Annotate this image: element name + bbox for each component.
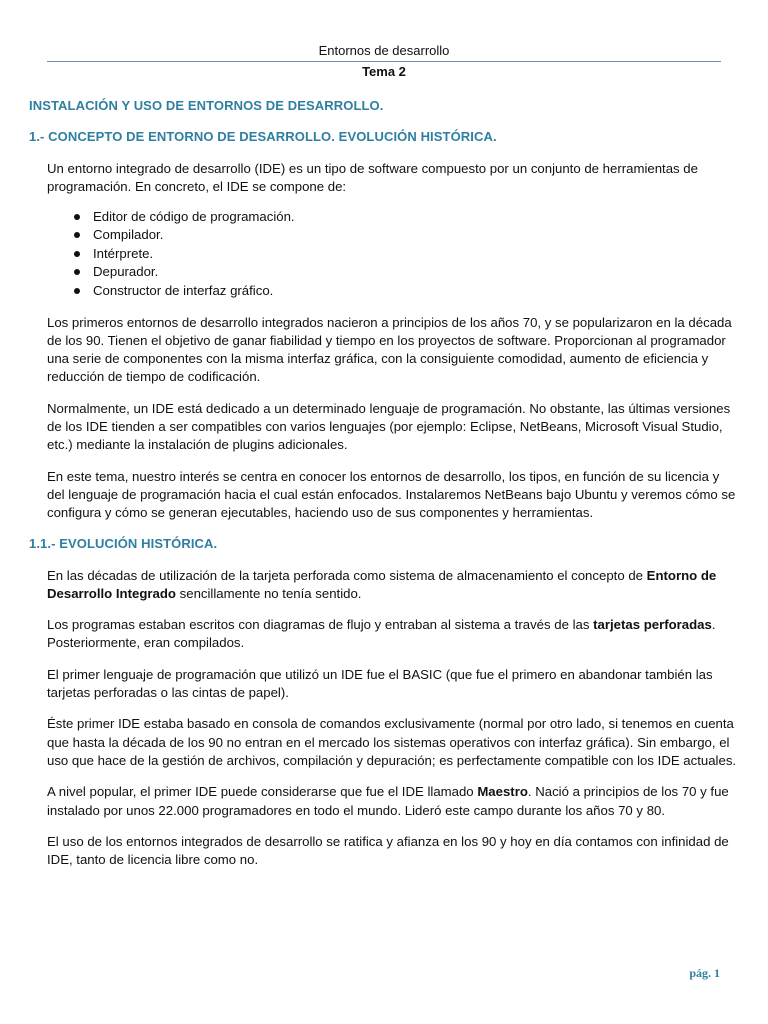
bold-term: tarjetas perforadas xyxy=(593,617,712,633)
header-divider xyxy=(47,61,721,62)
section-1-heading: 1.- CONCEPTO DE ENTORNO DE DESARROLLO. EVOLUCIÓN HISTÓRICA. xyxy=(29,129,497,144)
list-item: Depurador. xyxy=(93,263,768,282)
list-item: Editor de código de programación. xyxy=(93,208,768,227)
section-1-1-heading: 1.1.- EVOLUCIÓN HISTÓRICA. xyxy=(29,535,218,551)
section-1-intro: Un entorno integrado de desarrollo (IDE) es un tipo de software compuesto por un conjunto de herramientas de programación. En concreto, el IDE se compone de: xyxy=(47,161,698,195)
paragraph: Los primeros entornos de desarrollo integrados nacieron a principios de los años 70, y se popularizaron en la década de los 90. Tienen el objetivo de ganar fiabilidad y tiempo en los proyectos de software. Proporcionan al programador una serie de componentes con la misma interfaz gráfica, con la consiguiente comodidad, aumento de eficiencia y reducción de tiempo de codificación. xyxy=(47,314,732,385)
page-number: pág. 1 xyxy=(689,966,720,980)
list-item: Constructor de interfaz gráfico. xyxy=(93,282,768,301)
paragraph xyxy=(47,567,738,604)
paragraph: El primer lenguaje de programación que utilizó un IDE fue el BASIC (que fue el primero en abandonar también las tarjetas perforadas o las cintas de papel). xyxy=(47,666,713,701)
text-run: sencillamente no tenía sentido. xyxy=(175,585,362,601)
list-item: Intérprete. xyxy=(93,245,768,264)
text-run: . Posteriormente, eran compilados. xyxy=(47,617,716,651)
document-body xyxy=(0,98,768,882)
text-run: En las décadas de utilización de la tarjeta perforada como sistema de almacenamiento el concepto de xyxy=(47,567,647,583)
paragraph: Normalmente, un IDE está dedicado a un determinado lenguaje de programación. No obstante, las últimas versiones de los IDE tienden a ser compatibles con varios lenguajes (por ejemplo: Eclipse, NetBeans, Microsoft Visual Studio, etc.) mediante la instalación de plugins adicionales. xyxy=(47,400,731,453)
text-run: Los programas estaban escritos con diagramas de flujo y entraban al sistema a través de las xyxy=(47,617,594,633)
bold-term: Entorno de Desarrollo Integrado xyxy=(47,567,717,601)
paragraph xyxy=(47,783,738,820)
paragraph: El uso de los entornos integrados de desarrollo se ratifica y afianza en los 90 y hoy en día contamos con infinidad de IDE, tanto de licencia libre como no. xyxy=(47,833,729,868)
list-item: Compilador. xyxy=(93,226,768,245)
paragraph: Éste primer IDE estaba basado en consola de comandos exclusivamente (normal por otro lado, si tenemos en cuenta que hasta la década de los 90 no entran en el mercado los sistemas operativos con interfaz gráfica). Sin embargo, el uso que hace de la gestión de archivos, compilación y depuración; es perfectamente compatible con los IDE actuales. xyxy=(47,716,737,768)
main-heading: INSTALACIÓN Y USO DE ENTORNOS DE DESARROLLO. xyxy=(29,98,384,113)
bold-term: Maestro xyxy=(477,784,528,800)
paragraph xyxy=(47,616,738,653)
paragraph: En este tema, nuestro interés se centra en conocer los entornos de desarrollo, los tipos, en función de su licencia y del lenguaje de programación hacia el cual están enfocados. Instalaremos NetBeans bajo Ubuntu y veremos cómo se configura y cómo se generan ejecutables, haciendo uso de sus componentes y herramientas. xyxy=(47,468,736,521)
document-header-subtitle: Tema 2 xyxy=(362,64,406,79)
document-header-title: Entornos de desarrollo xyxy=(318,43,450,58)
text-run: A nivel popular, el primer IDE puede considerarse que fue el IDE llamado xyxy=(47,784,478,800)
text-run: . Nació a principios de los 70 y fue instalado por unos 22.000 programadores en todo el mundo. Lideró este campo durante los años 70 y 80. xyxy=(47,784,729,818)
ide-components-list xyxy=(0,208,768,301)
